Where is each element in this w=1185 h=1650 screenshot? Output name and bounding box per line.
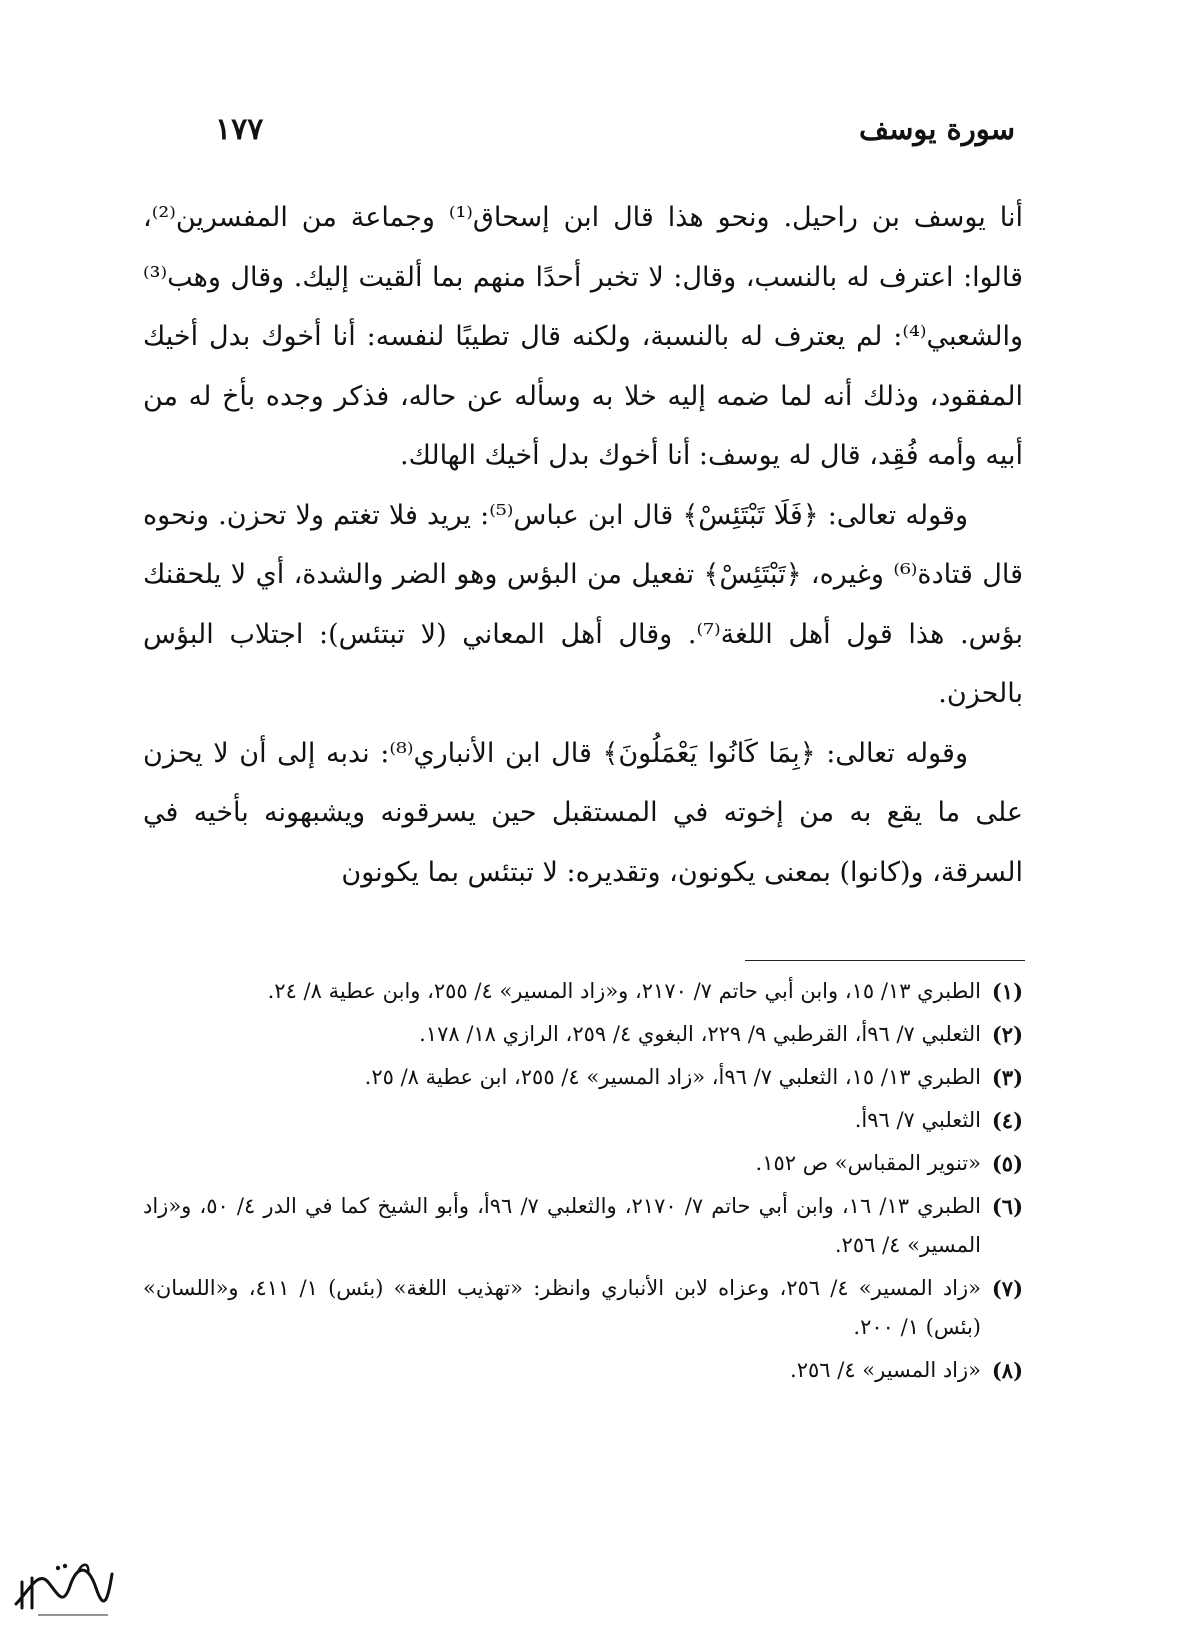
footnote-number: (٤) (991, 1108, 1023, 1133)
footnote-text: الطبري ١٣/ ١٥، الثعلبي ٧/ ٩٦أ، «زاد المسير» ٤/ ٢٥٥، ابن عطية ٨/ ٢٥. (364, 1065, 981, 1089)
footnote-item (143, 1101, 1023, 1140)
footnote-divider (745, 960, 1025, 961)
main-text (143, 188, 1023, 902)
footnote-item (143, 1015, 1023, 1054)
footnote-text: الثعلبي ٧/ ٩٦أ. (854, 1108, 981, 1132)
footnote-text: الثعلبي ٧/ ٩٦أ، القرطبي ٩/ ٢٢٩، البغوي ٤/ ٢٥٩، الرازي ١٨/ ١٧٨. (419, 1022, 981, 1046)
running-title: سورة يوسف (859, 112, 1015, 146)
footnote-number: (٢) (991, 1022, 1023, 1047)
publisher-logo-icon (8, 1552, 118, 1622)
footnote-item (143, 972, 1023, 1011)
page-header (215, 112, 1015, 162)
footnote-text: «تنوير المقباس» ص ١٥٢. (755, 1151, 981, 1175)
footnotes (143, 972, 1023, 1394)
footnote-number: (٥) (991, 1151, 1023, 1176)
footnote-item (143, 1269, 1023, 1347)
paragraph-2: وقوله تعالى: ﴿فَلَا تَبْتَئِسْ﴾ قال ابن عباس⁽⁵⁾: يريد فلا تغتم ولا تحزن. ونحوه قال قتادة⁽⁶⁾ وغيره، ﴿تَبْتَئِسْ﴾ تفعيل من البؤس وهو الضر والشدة، أي لا يلحقنك بؤس. هذا قول أهل اللغة⁽⁷⁾. وقال أهل المعاني (لا تبتئس): اجتلاب البؤس بالحزن. (143, 499, 1024, 709)
paragraph-1: أنا يوسف بن راحيل. ونحو هذا قال ابن إسحاق⁽¹⁾ وجماعة من المفسرين⁽²⁾، قالوا: اعترف له بالنسب، وقال: لا تخبر أحدًا منهم بما ألقيت إليك. وقال وهب⁽³⁾ والشعبي⁽⁴⁾: لم يعترف له بالنسبة، ولكنه قال تطيبًا لنفسه: أنا أخوك بدل أخيك المفقود، وذلك أنه لما ضمه إليه خلا به وسأله عن حاله، فذكر وجده بأخ له من أبيه وأمه فُقِد، قال له يوسف: أنا أخوك بدل أخيك الهالك. (143, 202, 1023, 471)
footnote-number: (٧) (991, 1276, 1023, 1301)
paragraph-3: وقوله تعالى: ﴿بِمَا كَانُوا يَعْمَلُونَ﴾ قال ابن الأنباري⁽⁸⁾: ندبه إلى أن لا يحزن على ما يقع به من إخوته في المستقبل حين يسرقونه ويشبهونه بأخيه في السرقة، و(كانوا) بمعنى يكونون، وتقديره: لا تبتئس بما يكونون (143, 737, 1023, 888)
footnote-item (143, 1058, 1023, 1097)
footnote-item (143, 1351, 1023, 1390)
footnote-text: الطبري ١٣/ ١٥، وابن أبي حاتم ٧/ ٢١٧٠، و«زاد المسير» ٤/ ٢٥٥، وابن عطية ٨/ ٢٤. (267, 979, 981, 1003)
footnote-number: (٨) (991, 1358, 1023, 1383)
footnote-text: «زاد المسير» ٤/ ٢٥٦، وعزاه لابن الأنباري وانظر: «تهذيب اللغة» (بئس) ١/ ٤١١، و«اللسان» (بئس) ١/ ٢٠٠. (143, 1276, 981, 1339)
footnote-number: (٦) (991, 1194, 1023, 1219)
footnote-number: (٣) (991, 1065, 1023, 1090)
page-number: ١٧٧ (215, 112, 264, 147)
footnote-text: الطبري ١٣/ ١٦، وابن أبي حاتم ٧/ ٢١٧٠، والثعلبي ٧/ ٩٦أ، وأبو الشيخ كما في الدر ٤/ ٥٠، و«زاد المسير» ٤/ ٢٥٦. (143, 1194, 981, 1257)
footnote-item (143, 1187, 1023, 1265)
footnote-number: (١) (991, 979, 1023, 1004)
footnote-text: «زاد المسير» ٤/ ٢٥٦. (790, 1358, 981, 1382)
footnote-item (143, 1144, 1023, 1183)
